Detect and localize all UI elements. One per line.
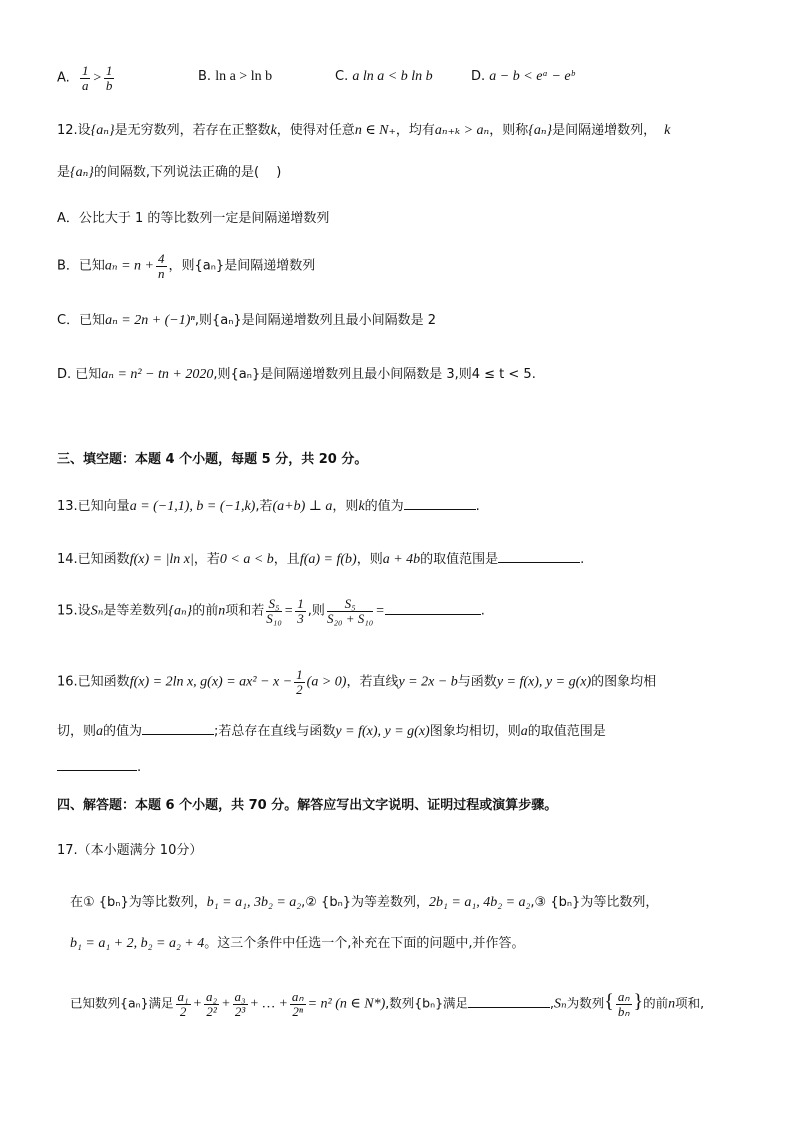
text-fragment: {aₙ}: [528, 123, 553, 138]
text-fragment: ，且: [273, 552, 300, 567]
text-fragment: f(a) = f(b): [299, 552, 357, 567]
answer-blank[interactable]: [385, 602, 481, 615]
text-fragment: 2³: [234, 1003, 246, 1019]
text-fragment: D.: [471, 69, 486, 84]
text-fragment: aₙ₊ₖ > aₙ: [434, 123, 490, 138]
text-fragment: (a > 0): [306, 674, 347, 690]
text-fragment: aₙ = n² − tn + 2020: [101, 367, 214, 382]
option-a-label: A.: [57, 70, 70, 86]
text-fragment: D. 已知: [57, 367, 102, 382]
text-fragment: a = (−1,1), b = (−1,k): [129, 499, 256, 514]
text-fragment: ,: [550, 995, 555, 1011]
text-fragment: = n² (n ∈ N*): [307, 996, 386, 1012]
text-fragment: 的图象均相: [591, 674, 657, 690]
text-fragment: a₂: [206, 989, 218, 1004]
text-fragment: 4: [158, 251, 165, 266]
text-fragment: S₂₀ + S₁₀: [326, 610, 374, 626]
text-fragment: C.: [335, 69, 349, 84]
q12-option-c: [57, 312, 436, 330]
section-4-heading: 四、解答题：本题 6 个小题，共 70 分。解答应写出文字说明、证明过程或演算步骤。: [57, 798, 558, 813]
text-fragment: ，则: [332, 499, 359, 514]
text-fragment: =: [375, 603, 385, 619]
text-fragment: ;若总存在直线与函数: [214, 724, 336, 739]
text-fragment: 2: [296, 681, 303, 697]
text-fragment: 2ⁿ: [292, 1003, 304, 1019]
text-fragment: 15.设: [57, 603, 91, 619]
text-fragment: 的值为: [103, 724, 143, 739]
text-fragment: 13.已知向量: [57, 499, 130, 514]
q12-line2: [57, 164, 281, 182]
text-fragment: 项和若: [225, 603, 265, 619]
text-fragment: k: [664, 123, 671, 138]
q12-option-b: [57, 252, 315, 280]
q17-conditions-line1: [70, 891, 658, 911]
text-fragment: 已知数列{aₙ}满足: [70, 995, 174, 1011]
text-fragment: .: [480, 603, 485, 619]
option-a-formula: $\frac{1}{a}$: [81, 63, 89, 93]
text-fragment: a: [520, 724, 528, 739]
text-fragment: S₁₀: [266, 610, 282, 626]
text-fragment: y = f(x), y = g(x): [335, 724, 430, 739]
text-fragment: ，则: [356, 552, 383, 567]
text-fragment: C．已知: [57, 313, 106, 328]
text-fragment: 2: [179, 1003, 187, 1019]
text-fragment: 是间隔递增数列，: [552, 123, 657, 138]
text-fragment: Sₙ: [90, 603, 104, 619]
text-fragment: a₁: [177, 989, 189, 1004]
text-fragment: y = f(x), y = g(x): [496, 674, 592, 690]
text-fragment: 项和,: [675, 995, 705, 1011]
text-fragment: {aₙ}: [90, 123, 115, 138]
text-fragment: 与函数: [457, 674, 497, 690]
text-fragment: ,③ {bₙ}为等比数列，: [530, 895, 659, 910]
text-fragment: 的间隔数,下列说法正确的是( ): [93, 165, 282, 180]
text-fragment: 的取值范围是: [420, 552, 499, 567]
text-fragment: k: [270, 123, 277, 138]
text-fragment: S₅: [327, 597, 373, 612]
text-fragment: aₙ = 2n + (−1)ⁿ: [105, 313, 195, 328]
text-fragment: 图象均相切，则: [429, 724, 521, 739]
answer-blank[interactable]: [57, 758, 137, 771]
text-fragment: S₅: [266, 597, 282, 612]
text-fragment: ,则{aₙ}是间隔递增数列且最小间隔数是 2: [194, 313, 437, 328]
text-fragment: k: [358, 499, 365, 514]
text-fragment: a + 4b: [382, 552, 421, 567]
q12-option-a: [57, 211, 329, 228]
text-fragment: 14.已知函数: [57, 552, 130, 567]
q17-problem-line: 已知数列{aₙ}满足 $\frac{\text{a₁}}{2}$ + $\frac{\text{a₂}}{\text{2²}}$ + $\frac{\text{a₃}}{\text{2³}}$ + … + $\frac{\text{aₙ}}{\text{2ⁿ}}$ = n² (n ∈ N*),数列{bₙ}满足 ,Sₙ为数列{ $\frac{\text{aₙ}}{\text{bₙ}}$ }的前n项和,: [70, 989, 705, 1019]
text-fragment: a − b < eᵃ − eᵇ: [489, 69, 575, 84]
text-fragment: ，若: [193, 552, 220, 567]
text-fragment: 是等差数列: [103, 603, 169, 619]
text-fragment: .: [580, 552, 585, 567]
text-fragment: ,若: [255, 499, 273, 514]
q17-conditions-line2: [70, 932, 525, 952]
text-fragment: 1: [297, 596, 304, 611]
q14: [57, 550, 584, 569]
q12-option-d: [57, 366, 536, 384]
text-fragment: a₃: [234, 989, 246, 1004]
q16-line3: [57, 758, 141, 777]
text-fragment: 3: [297, 610, 304, 626]
text-fragment: {aₙ}: [168, 603, 193, 619]
option-a: A. $\frac{1}{a}$ > $\frac{1}{b}$: [57, 63, 113, 93]
text-fragment: Sₙ: [554, 996, 567, 1012]
answer-blank[interactable]: [468, 995, 550, 1008]
text-fragment: ,则{aₙ}是间隔递增数列且最小间隔数是 3,则4 ≤ t < 5.: [213, 367, 536, 382]
text-fragment: b₁ = a₁ + 2, b₂ = a₂ + 4: [70, 936, 205, 951]
text-fragment: ，均有: [395, 123, 435, 138]
text-fragment: n ∈ N₊: [354, 123, 396, 138]
text-fragment: 切，则: [57, 724, 97, 739]
q15: [57, 597, 485, 625]
text-fragment: n: [668, 996, 676, 1012]
text-fragment: 的值为: [364, 499, 404, 514]
option-c: [335, 69, 433, 85]
q13: [57, 497, 480, 516]
answer-blank[interactable]: [142, 722, 214, 735]
text-fragment: 在① {bₙ}为等比数列，: [70, 895, 207, 910]
text-fragment: 2²: [206, 1003, 217, 1019]
text-fragment: A．公比大于 1 的等比数列一定是间隔递增数列: [57, 211, 330, 226]
text-fragment: .: [137, 760, 142, 775]
text-fragment: aₙ: [617, 989, 630, 1004]
option-d: [471, 69, 574, 85]
text-fragment: a ln a < b ln b: [352, 69, 433, 84]
text-fragment: ，则{aₙ}是间隔递增数列: [168, 258, 316, 274]
text-fragment: aₙ: [291, 989, 304, 1004]
text-fragment: n: [218, 603, 226, 619]
text-fragment: 为数列: [566, 995, 605, 1011]
text-fragment: 的取值范围是: [527, 724, 606, 739]
text-fragment: B．已知: [57, 258, 105, 274]
text-fragment: ，使得对任意: [276, 123, 355, 138]
text-fragment: 。这三个条件中任选一个,补充在下面的问题中,并作答。: [204, 936, 525, 951]
text-fragment: f(x) = |ln x|: [129, 552, 194, 567]
text-fragment: =: [283, 603, 294, 619]
answer-blank[interactable]: [498, 550, 580, 563]
text-fragment: ln a > ln b: [215, 69, 273, 84]
text-fragment: 0 < a < b: [219, 552, 274, 567]
text-fragment: 的前: [192, 603, 219, 619]
q16-line2: [57, 722, 606, 741]
text-fragment: ,② {bₙ}为等差数列，: [301, 895, 430, 910]
answer-blank[interactable]: [404, 497, 476, 510]
text-fragment: 是无穷数列，若存在正整数: [114, 123, 271, 138]
q12-line1: [57, 122, 670, 140]
text-fragment: 1: [296, 667, 303, 682]
text-fragment: ,数列{bₙ}满足: [385, 995, 469, 1011]
text-fragment: bₙ: [617, 1003, 630, 1019]
option-b: [198, 69, 272, 85]
text-fragment: (a+b) ⊥ a: [272, 499, 333, 514]
text-fragment: 是: [57, 165, 71, 180]
q16-line1: [57, 668, 656, 696]
text-fragment: B.: [198, 69, 212, 84]
text-fragment: y = 2x − b: [398, 674, 458, 690]
section-3-heading: 三、填空题：本题 4 个小题，每题 5 分，共 20 分。: [57, 452, 368, 467]
text-fragment: 16.已知函数: [57, 674, 130, 690]
q17-title: 17.（本小题满分 10分）: [57, 843, 203, 858]
text-fragment: ，若直线: [346, 674, 399, 690]
text-fragment: a: [96, 724, 104, 739]
text-fragment: 2b₁ = a₁, 4b₂ = a₂: [429, 895, 531, 910]
text-fragment: 的前: [643, 995, 669, 1011]
text-fragment: n: [158, 265, 165, 281]
text-fragment: + … +: [249, 996, 288, 1012]
text-fragment: f(x) = 2ln x, g(x) = ax² − x −: [129, 674, 293, 690]
text-fragment: {aₙ}: [70, 165, 94, 180]
text-fragment: aₙ = n +: [104, 258, 154, 274]
text-fragment: ，则称: [489, 123, 529, 138]
text-fragment: 12.设: [57, 123, 91, 138]
text-fragment: .: [475, 499, 480, 514]
text-fragment: ,则: [307, 603, 325, 619]
text-fragment: b₁ = a₁, 3b₂ = a₂: [206, 895, 302, 910]
